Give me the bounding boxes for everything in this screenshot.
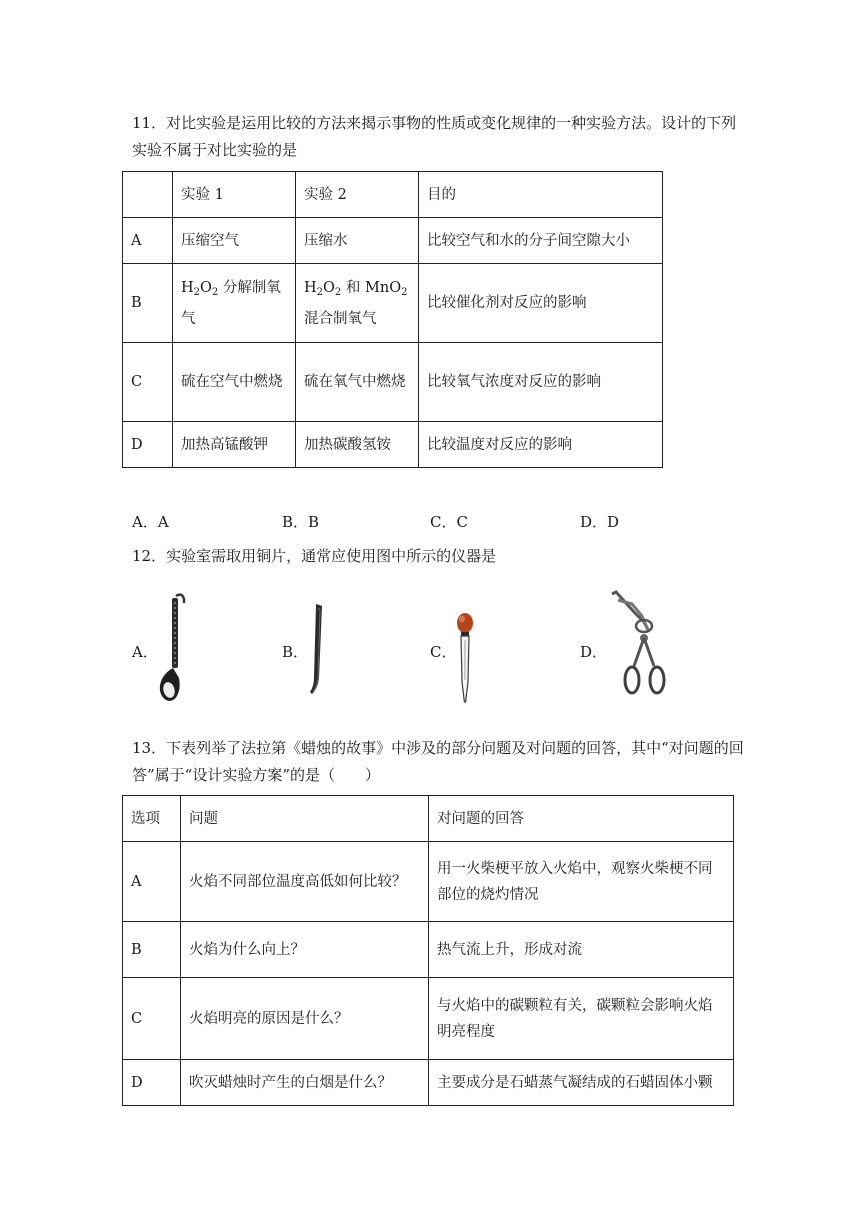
table-cell: 硫在氧气中燃烧 — [296, 343, 419, 422]
dropper-icon — [452, 610, 478, 706]
row-label: C — [123, 343, 173, 422]
table-cell: 用一火柴梗平放入火焰中，观察火柴梗不同部位的烧灼情况 — [429, 842, 734, 922]
table-cell: 火焰为什么向上？ — [181, 922, 429, 978]
table-row — [123, 422, 663, 468]
q11-option-d[interactable]: D．D — [580, 513, 620, 531]
question-13-stem: 13．下表列举了法拉第《蜡烛的故事》中涉及的部分问题及对问题的回答，其中“对问题的回答”属于“设计实验方案”的是（ ） — [132, 739, 744, 784]
question-11-stem: 11．对比实验是运用比较的方法来揭示事物的性质或变化规律的一种实验方法。设计的下列实验不属于对比实验的是 — [132, 114, 737, 159]
table-cell: 目的 — [419, 172, 663, 218]
table-cell: 加热高锰酸钾 — [173, 422, 296, 468]
table-cell — [123, 172, 173, 218]
table-cell: 火焰明亮的原因是什么？ — [181, 978, 429, 1060]
table-cell: 热气流上升，形成对流 — [429, 922, 734, 978]
tweezers-icon — [300, 600, 332, 700]
table-row — [123, 842, 734, 922]
question-13-table — [122, 795, 734, 1106]
table-row — [123, 343, 663, 422]
row-label: B — [123, 264, 173, 343]
q11-option-c[interactable]: C．C — [430, 513, 468, 531]
table-row — [123, 264, 663, 343]
table-cell: 主要成分是石蜡蒸气凝结成的石蜡固体小颗 — [429, 1060, 734, 1106]
combustion-spoon-icon — [152, 590, 192, 706]
table-cell: 实验 2 — [296, 172, 419, 218]
question-12-stem: 12．实验室需取用铜片，通常应使用图中所示的仪器是 — [132, 547, 497, 565]
table-cell: 比较温度对反应的影响 — [419, 422, 663, 468]
table-cell: 硫在空气中燃烧 — [173, 343, 296, 422]
table-cell: 比较氧气浓度对反应的影响 — [419, 343, 663, 422]
row-label: A — [123, 218, 173, 264]
row-label: D — [123, 1060, 181, 1106]
table-cell: 吹灭蜡烛时产生的白烟是什么？ — [181, 1060, 429, 1106]
table-cell: 实验 1 — [173, 172, 296, 218]
row-label: B — [123, 922, 181, 978]
formula-cell-h2o2-mno2: $H_2O_2$ 和 MnO$_2$ 混合制氧气 — [296, 264, 419, 343]
crucible-tongs-icon — [604, 590, 676, 700]
table-row — [123, 1060, 734, 1106]
table-row — [123, 978, 734, 1060]
table-row — [123, 922, 734, 978]
row-label: C — [123, 978, 181, 1060]
table-cell: 加热碳酸氢铵 — [296, 422, 419, 468]
table-header-row — [123, 796, 734, 842]
table-cell: 对问题的回答 — [429, 796, 734, 842]
q11-option-b[interactable]: B．B — [282, 513, 320, 531]
table-cell: 比较催化剂对反应的影响 — [419, 264, 663, 343]
q12-option-d[interactable]: D． — [580, 643, 608, 661]
table-cell: 问题 — [181, 796, 429, 842]
table-cell: 比较空气和水的分子间空隙大小 — [419, 218, 663, 264]
formula-cell-h2o2: $H_2O_2$ 分解制氧气 — [173, 264, 296, 343]
question-11-table — [122, 171, 663, 468]
row-label: A — [123, 842, 181, 922]
table-cell: 选项 — [123, 796, 181, 842]
q12-option-c[interactable]: C． — [430, 643, 457, 661]
q12-option-a[interactable]: A． — [132, 643, 158, 661]
table-cell: 火焰不同部位温度高低如何比较？ — [181, 842, 429, 922]
row-label: D — [123, 422, 173, 468]
table-header-row — [123, 172, 663, 218]
table-row — [123, 218, 663, 264]
q11-option-a[interactable]: A．A — [132, 513, 169, 531]
table-cell: 压缩水 — [296, 218, 419, 264]
q12-option-b[interactable]: B． — [282, 643, 309, 661]
table-cell: 压缩空气 — [173, 218, 296, 264]
table-cell: 与火焰中的碳颗粒有关，碳颗粒会影响火焰明亮程度 — [429, 978, 734, 1060]
